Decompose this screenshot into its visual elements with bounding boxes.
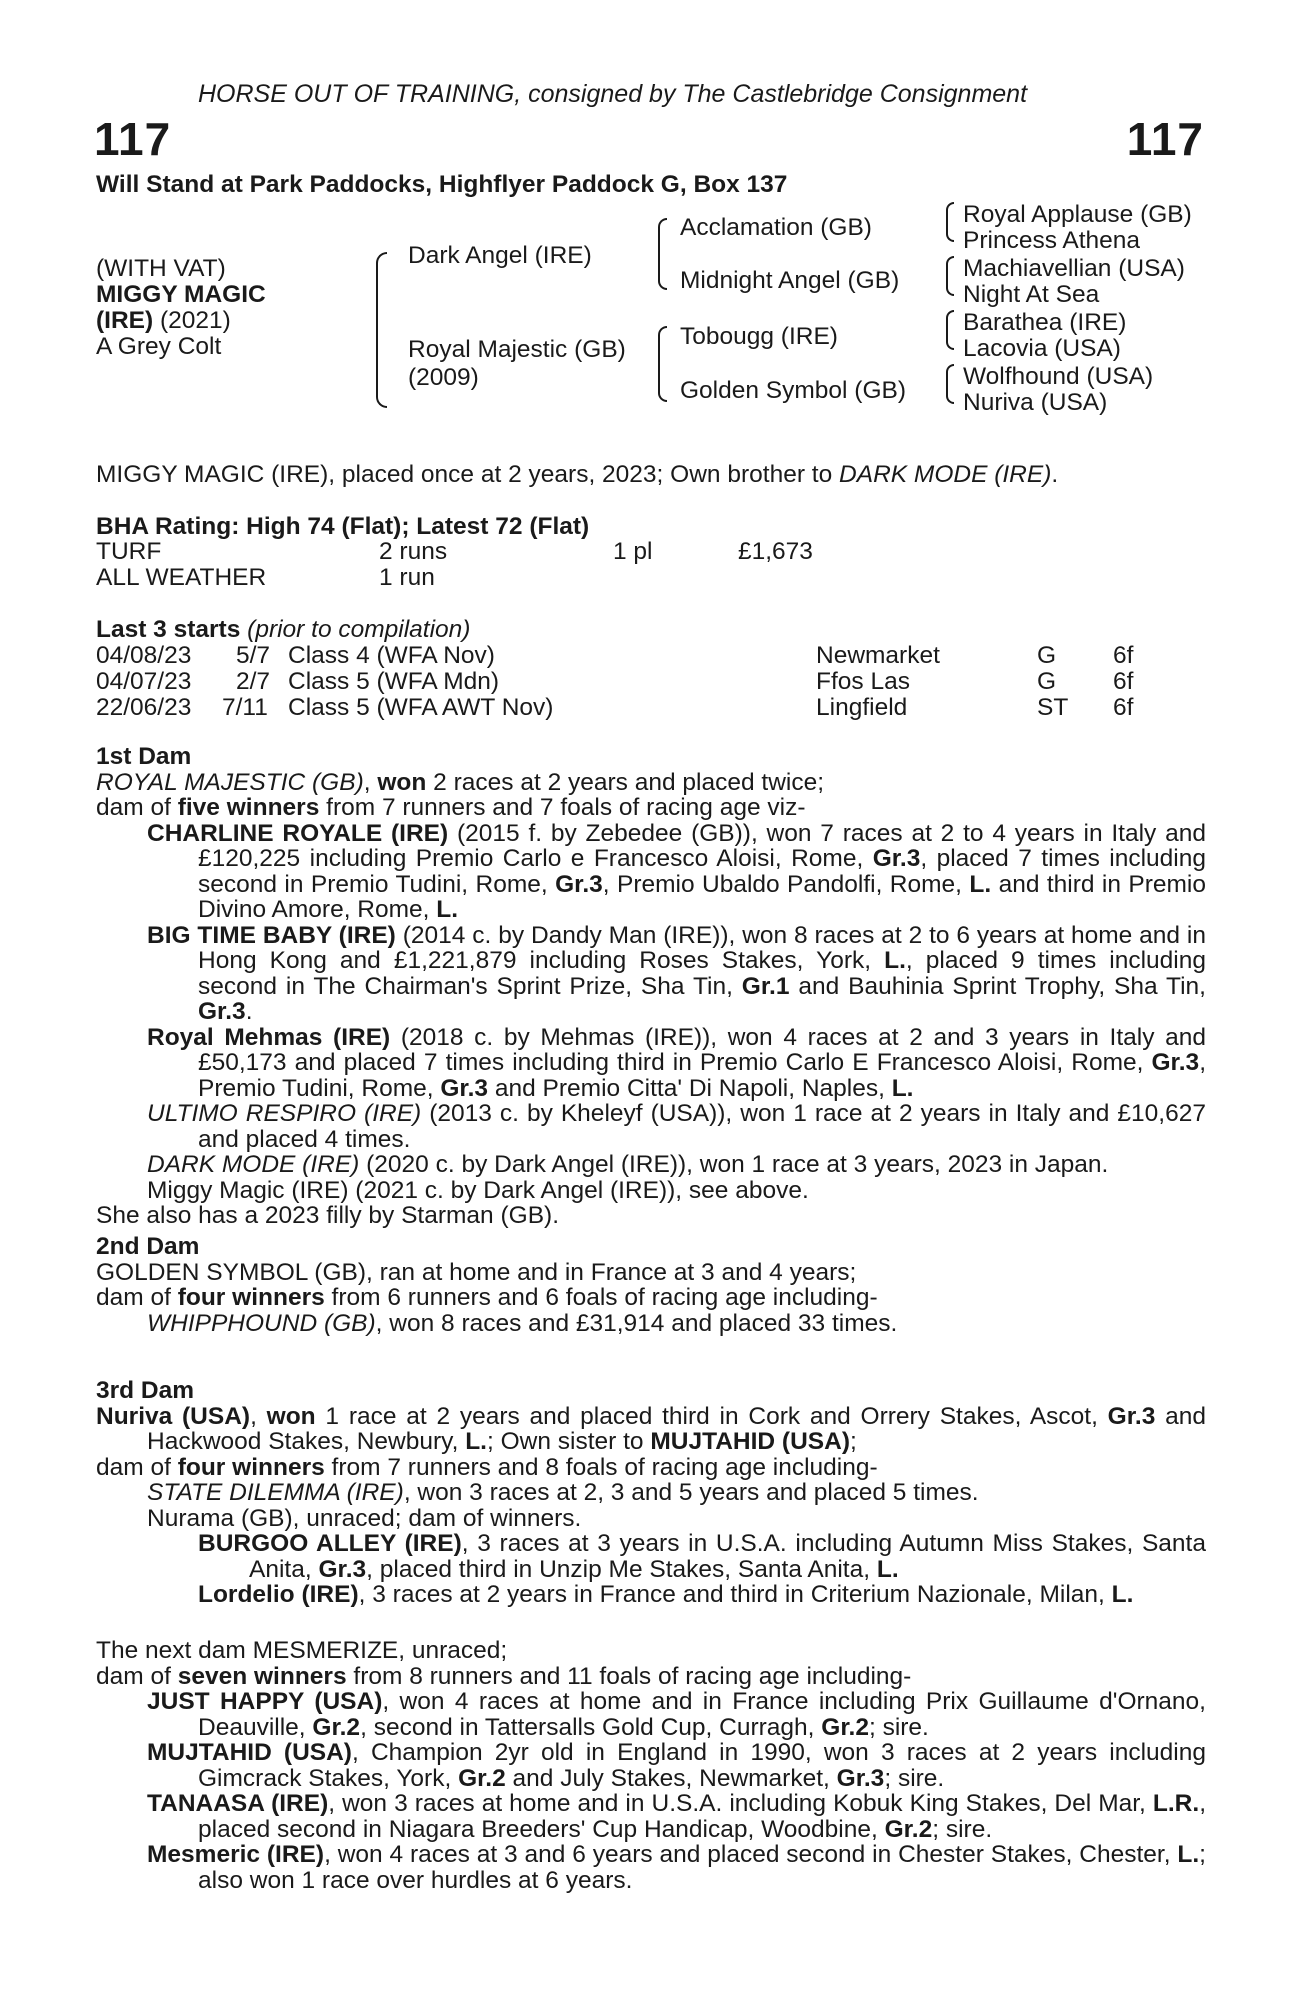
text-fragment: 1 race at 2 years and placed third in Cork and Orrery Stakes, Ascot,: [315, 1402, 1108, 1430]
start-distance: 6f: [1113, 668, 1134, 695]
horse-country: (IRE): [96, 307, 154, 334]
pedigree-gen2-1: Acclamation (GB): [680, 214, 872, 241]
text-fragment: and Hackwood Stakes, Newbury,: [147, 1402, 1207, 1455]
consignment-line: HORSE OUT OF TRAINING, consigned by The Castlebridge Consignment: [198, 80, 1028, 108]
start-date: 22/06/23: [96, 694, 192, 721]
pedigree-gen3-4: Night At Sea: [963, 281, 1100, 308]
start-position: 5/7: [236, 642, 271, 669]
second-dam-line2: [96, 1285, 1206, 1311]
text-fragment: ; sire.: [932, 1815, 993, 1843]
pedigree-gen2-3: Tobougg (IRE): [680, 323, 838, 350]
progeny-entry: [147, 1689, 1206, 1740]
horse-description: A Grey Colt: [96, 333, 222, 360]
listed-label: L.: [465, 1428, 487, 1455]
text-fragment: ,: [250, 1402, 267, 1430]
progeny-entry: Nurama (GB), unraced; dam of winners.: [147, 1504, 582, 1532]
grade-label: Gr.3: [318, 1555, 367, 1583]
pedigree-gen2-2: Midnight Angel (GB): [680, 267, 900, 294]
start-course: Lingfield: [816, 694, 908, 721]
won-label: won: [266, 1402, 316, 1430]
text-fragment: .: [245, 998, 253, 1025]
progeny-entry: Miggy Magic (IRE) (2021 c. by Dark Angel (IRE)), see above.: [147, 1176, 809, 1204]
listed-label: L.: [1177, 1841, 1200, 1868]
first-dam-line2: [96, 795, 1206, 821]
lot-number-left: 117: [94, 113, 172, 165]
progeny-entry: [147, 1101, 1206, 1152]
second-dam-line1: GOLDEN SYMBOL (GB), ran at home and in France at 3 and 4 years;: [96, 1258, 857, 1286]
text-fragment: dam of: [96, 1284, 178, 1311]
summary-end: .: [1051, 461, 1059, 488]
first-dam-also: She also has a 2023 filly by Starman (GB).: [96, 1202, 559, 1229]
rating-runs: 2 runs: [379, 538, 448, 565]
text-fragment: from 8 runners and 11 foals of racing age including-: [346, 1662, 912, 1690]
pedigree-gen3-7: Wolfhound (USA): [963, 363, 1154, 390]
text-fragment: ; also won 1 race over hurdles at 6 years.: [198, 1841, 1206, 1894]
third-dam-name: Nuriva (USA): [96, 1402, 251, 1430]
sister-name: MUJTAHID (USA): [650, 1428, 850, 1455]
start-course: Ffos Las: [816, 668, 910, 695]
text-fragment: and Premio Citta' Di Napoli, Naples,: [488, 1074, 892, 1102]
pedigree-brace-sire: [658, 218, 667, 290]
progeny-entry: [147, 1740, 1206, 1791]
progeny-name: TANAASA (IRE): [147, 1790, 329, 1817]
pedigree-brace-main: [376, 252, 387, 408]
progeny-name: MUJTAHID (USA): [147, 1739, 352, 1766]
pedigree-gen3-2: Princess Athena: [963, 227, 1141, 254]
listed-label: L.: [884, 947, 906, 974]
progeny-name: ULTIMO RESPIRO (IRE): [147, 1100, 422, 1127]
text-fragment: dam of: [96, 794, 178, 821]
pedigree-gen3-3: Machiavellian (USA): [963, 255, 1185, 282]
text-fragment: , 3 races at 3 years in U.S.A. including Autumn Miss Stakes, Santa Anita,: [249, 1530, 1206, 1583]
text-fragment: (2014 c. by Dandy Man (IRE)), won 8 races at 2 to 6 years at home and in Hong Kong and £1,221,879 including Roses Stakes, York,: [198, 921, 1206, 974]
lot-number-right: 117: [1126, 113, 1204, 165]
last-starts-note: (prior to compilation): [240, 616, 471, 643]
pedigree-brace-g3-2: [946, 256, 954, 296]
progeny-entry: [147, 1025, 1206, 1102]
pedigree-brace-g3-1: [946, 202, 954, 242]
text-fragment: (2013 c. by Kheleyf (USA)), won 1 race at 2 years in Italy and £10,627 and placed 4 times.: [198, 1100, 1206, 1153]
start-race: Class 4 (WFA Nov): [288, 642, 495, 669]
pedigree-sire: Dark Angel (IRE): [408, 242, 592, 269]
start-race: Class 5 (WFA Mdn): [288, 668, 500, 695]
text-fragment: , placed 7 times including second in Premio Tudini, Rome,: [198, 845, 1206, 898]
second-dam-section: [96, 1234, 1206, 1336]
grade-label: Gr.3: [555, 870, 603, 898]
horse-origin: [96, 308, 231, 334]
first-dam-line1: [96, 770, 1206, 796]
listed-label: L.: [1111, 1581, 1134, 1608]
grade-label: Gr.1: [741, 972, 790, 1000]
progeny-name: Mesmeric (IRE): [147, 1841, 325, 1868]
text-fragment: ,: [363, 768, 378, 796]
grand-progeny-entry: [198, 1582, 1206, 1608]
text-fragment: , Premio Ubaldo Pandolfi, Rome,: [602, 870, 970, 898]
listed-label: L.: [436, 896, 459, 923]
vat-note: (WITH VAT): [96, 255, 226, 282]
progeny-name: STATE DILEMMA (IRE): [147, 1479, 404, 1506]
first-dam-title: 1st Dam: [96, 743, 192, 770]
text-fragment: ; sire.: [884, 1764, 945, 1792]
rating-surface: ALL WEATHER: [96, 564, 267, 591]
pedigree-brace-dam: [658, 326, 667, 402]
rating-title: BHA Rating: High 74 (Flat); Latest 72 (Flat): [96, 513, 590, 540]
text-fragment: and July Stakes, Newmarket,: [505, 1764, 837, 1792]
text-fragment: (2015 f. by Zebedee (GB)), won 7 races at 2 to 4 years in Italy and £120,225 including Premio Carlo e Francesco Aloisi, Rome,: [198, 819, 1206, 872]
summary-text: MIGGY MAGIC (IRE), placed once at 2 years, 2023; Own brother to: [96, 461, 840, 488]
text-fragment: ; Own sister to: [486, 1428, 651, 1455]
text-fragment: , won 4 races at home and in France including Prix Guillaume d'Ornano, Deauville,: [198, 1688, 1206, 1741]
start-going: G: [1037, 642, 1057, 669]
start-distance: 6f: [1113, 642, 1134, 669]
text-fragment: from 7 runners and 8 foals of racing age including-: [324, 1453, 878, 1481]
start-course: Newmarket: [816, 642, 940, 669]
third-dam-line1: [96, 1404, 1206, 1455]
text-fragment: from 7 runners and 7 foals of racing age viz-: [319, 794, 806, 821]
progeny-name: DARK MODE (IRE): [147, 1151, 360, 1178]
start-position: 2/7: [236, 668, 271, 695]
start-date: 04/08/23: [96, 642, 192, 669]
pedigree-brace-g3-4: [946, 364, 954, 404]
start-going: ST: [1037, 694, 1069, 721]
start-race: Class 5 (WFA AWT Nov): [288, 694, 554, 721]
grade-label: Gr.3: [1107, 1402, 1156, 1430]
text-fragment: , won 3 races at 2, 3 and 5 years and placed 5 times.: [403, 1479, 979, 1506]
text-fragment: from 6 runners and 6 foals of racing age including-: [324, 1284, 878, 1311]
next-dam-line2: [96, 1664, 1206, 1690]
rating-surface: TURF: [96, 538, 162, 565]
won-label: won: [377, 768, 427, 796]
summary-sibling: DARK MODE (IRE): [839, 461, 1052, 488]
grade-label: Gr.2: [312, 1713, 361, 1741]
last-starts-heading: [96, 617, 470, 643]
grade-label: Gr.3: [836, 1764, 885, 1792]
listed-label: L.: [876, 1555, 899, 1583]
progeny-entry: [147, 1791, 1206, 1842]
text-fragment: and third in Premio Divino Amore, Rome,: [198, 870, 1207, 923]
progeny-entry: [147, 1311, 1206, 1337]
grade-label: Gr.2: [458, 1764, 506, 1792]
pedigree-gen3-8: Nuriva (USA): [963, 389, 1108, 416]
first-dam-name: ROYAL MAJESTIC (GB): [96, 768, 364, 796]
pedigree-gen3-1: Royal Applause (GB): [963, 201, 1192, 228]
text-fragment: (2018 c. by Mehmas (IRE)), won 4 races at 2 and 3 years in Italy and £50,173 and placed 7 times including third in Premio Carlo E Francesco Aloisi, Rome,: [198, 1023, 1206, 1076]
progeny-entry: [147, 1152, 1206, 1178]
progeny-name: Lordelio (IRE): [198, 1581, 359, 1608]
grade-label: Gr.3: [198, 998, 246, 1025]
progeny-name: WHIPPHOUND (GB): [147, 1309, 376, 1337]
pedigree-gen3-5: Barathea (IRE): [963, 309, 1127, 336]
progeny-name: Royal Mehmas (IRE): [147, 1023, 391, 1051]
grade-label: Gr.3: [1151, 1049, 1200, 1076]
start-distance: 6f: [1113, 694, 1134, 721]
winners-count: four winners: [177, 1284, 325, 1311]
pedigree-dam: Royal Majestic (GB): [408, 336, 626, 363]
progeny-entry: [147, 1480, 1206, 1506]
text-fragment: , 3 races at 2 years in France and third in Criterium Nazionale, Milan,: [358, 1581, 1112, 1608]
text-fragment: , won 3 races at home and in U.S.A. including Kobuk King Stakes, Del Mar,: [328, 1790, 1153, 1817]
horse-year: (2021): [153, 307, 231, 334]
stand-location: Will Stand at Park Paddocks, Highflyer Paddock G, Box 137: [96, 171, 788, 198]
winners-count: four winners: [177, 1453, 325, 1481]
text-fragment: , second in Tattersalls Gold Cup, Curragh,: [360, 1713, 822, 1741]
text-fragment: , placed third in Unzip Me Stakes, Santa Anita,: [366, 1555, 877, 1583]
third-dam-title: 3rd Dam: [96, 1377, 195, 1404]
text-fragment: 2 races at 2 years and placed twice;: [426, 768, 825, 796]
grade-label: Gr.3: [872, 845, 921, 872]
progeny-entry: [147, 821, 1206, 923]
horse-name: MIGGY MAGIC: [96, 281, 266, 308]
winners-count: seven winners: [177, 1662, 347, 1690]
pedigree-gen2-4: Golden Symbol (GB): [680, 377, 907, 404]
start-going: G: [1037, 668, 1057, 695]
first-dam-section: [96, 744, 1206, 1229]
progeny-name: BIG TIME BABY (IRE): [147, 921, 396, 949]
grade-label: Gr.2: [821, 1713, 869, 1741]
progeny-entry: [147, 1842, 1206, 1893]
third-dam-section: [96, 1378, 1206, 1608]
rating-runs: 1 run: [379, 564, 435, 591]
rating-prize: £1,673: [738, 538, 813, 565]
rating-placed: 1 pl: [613, 538, 653, 565]
second-dam-title: 2nd Dam: [96, 1233, 200, 1260]
progeny-name: JUST HAPPY (USA): [147, 1688, 383, 1715]
grade-label: Gr.2: [884, 1815, 933, 1843]
winners-count: five winners: [177, 794, 320, 821]
grand-progeny-entry: [198, 1531, 1206, 1582]
text-fragment: dam of: [96, 1453, 178, 1481]
text-fragment: , won 8 races and £31,914 and placed 33 times.: [375, 1309, 898, 1337]
grade-label: Gr.3: [440, 1074, 489, 1102]
text-fragment: , placed second in Niagara Breeders' Cup Handicap, Woodbine,: [198, 1790, 1206, 1843]
last-starts-title: Last 3 starts: [96, 616, 241, 643]
text-fragment: , Premio Tudini, Rome,: [198, 1049, 1206, 1102]
pedigree-gen3-6: Lacovia (USA): [963, 335, 1121, 362]
start-position: 7/11: [222, 694, 268, 721]
next-dam-line1: The next dam MESMERIZE, unraced;: [96, 1637, 508, 1664]
progeny-name: CHARLINE ROYALE (IRE): [147, 819, 449, 847]
third-dam-line2: [96, 1455, 1206, 1481]
text-fragment: dam of: [96, 1662, 178, 1690]
progeny-name: BURGOO ALLEY (IRE): [198, 1530, 462, 1557]
start-date: 04/07/23: [96, 668, 192, 695]
text-fragment: , Champion 2yr old in England in 1990, won 3 races at 2 years including Gimcrack Stakes, York,: [198, 1739, 1206, 1792]
next-dam-section: [96, 1638, 1206, 1893]
listed-label: L.: [891, 1074, 914, 1102]
text-fragment: , won 4 races at 3 and 6 years and placed second in Chester Stakes, Chester,: [324, 1841, 1178, 1868]
listed-label: L.: [969, 870, 992, 898]
text-fragment: and Bauhinia Sprint Trophy, Sha Tin,: [789, 972, 1206, 1000]
pedigree-brace-g3-3: [946, 310, 954, 350]
text-fragment: ; sire.: [868, 1713, 929, 1741]
listed-label: L.R.: [1152, 1790, 1200, 1817]
text-fragment: , placed 9 times including second in The Chairman's Sprint Prize, Sha Tin,: [198, 947, 1206, 1000]
summary-line: [96, 462, 1058, 488]
text-fragment: (2020 c. by Dark Angel (IRE)), won 1 race at 3 years, 2023 in Japan.: [359, 1151, 1109, 1178]
text-fragment: ;: [849, 1428, 857, 1455]
progeny-entry: [147, 923, 1206, 1025]
pedigree-dam-year: (2009): [408, 364, 479, 391]
